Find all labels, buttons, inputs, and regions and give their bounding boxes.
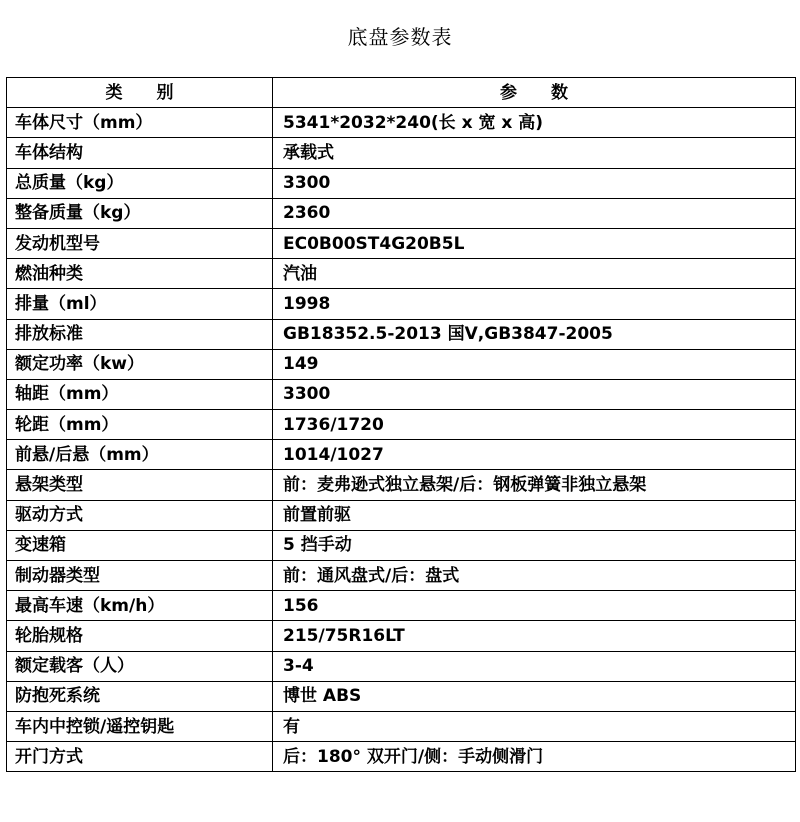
row-label: 前悬/后悬（mm） (7, 440, 273, 470)
row-value: 1014/1027 (273, 440, 796, 470)
row-value: 承载式 (273, 138, 796, 168)
row-label: 发动机型号 (7, 228, 273, 258)
table-row (7, 198, 796, 228)
row-value: 5 挡手动 (273, 530, 796, 560)
row-value: 前：通风盘式/后：盘式 (273, 561, 796, 591)
row-value: 1998 (273, 289, 796, 319)
table-row (7, 410, 796, 440)
table-row (7, 349, 796, 379)
table-row (7, 440, 796, 470)
row-value: 3300 (273, 168, 796, 198)
row-value: 前：麦弗逊式独立悬架/后：钢板弹簧非独立悬架 (273, 470, 796, 500)
table-row (7, 681, 796, 711)
row-value: 博世 ABS (273, 681, 796, 711)
row-value: 149 (273, 349, 796, 379)
row-value: 汽油 (273, 259, 796, 289)
row-value: 后：180° 双开门/侧：手动侧滑门 (273, 742, 796, 772)
row-label: 额定功率（kw） (7, 349, 273, 379)
table-row (7, 108, 796, 138)
column-header-category: 类 别 (7, 78, 273, 108)
row-label: 燃油种类 (7, 259, 273, 289)
table-row (7, 742, 796, 772)
table-row (7, 561, 796, 591)
table-row (7, 621, 796, 651)
row-value: 3300 (273, 379, 796, 409)
table-row (7, 228, 796, 258)
column-header-parameter: 参 数 (273, 78, 796, 108)
row-label: 整备质量（kg） (7, 198, 273, 228)
row-label: 轴距（mm） (7, 379, 273, 409)
row-label: 制动器类型 (7, 561, 273, 591)
row-label: 防抱死系统 (7, 681, 273, 711)
table-row (7, 259, 796, 289)
row-label: 轮胎规格 (7, 621, 273, 651)
row-label: 车内中控锁/遥控钥匙 (7, 711, 273, 741)
table-header-row (7, 78, 796, 108)
row-label: 轮距（mm） (7, 410, 273, 440)
row-label: 悬架类型 (7, 470, 273, 500)
table-row (7, 319, 796, 349)
table-row (7, 500, 796, 530)
table-row (7, 470, 796, 500)
table-row (7, 289, 796, 319)
row-value: 有 (273, 711, 796, 741)
row-value: 156 (273, 591, 796, 621)
table-row (7, 168, 796, 198)
row-label: 排放标准 (7, 319, 273, 349)
row-value: 前置前驱 (273, 500, 796, 530)
row-label: 变速箱 (7, 530, 273, 560)
table-row (7, 138, 796, 168)
row-value: 5341*2032*240(长 x 宽 x 高) (273, 108, 796, 138)
row-value: GB18352.5-2013 国Ⅴ,GB3847-2005 (273, 319, 796, 349)
row-label: 车体结构 (7, 138, 273, 168)
row-label: 开门方式 (7, 742, 273, 772)
row-value: 3-4 (273, 651, 796, 681)
row-value: 2360 (273, 198, 796, 228)
table-row (7, 379, 796, 409)
table-row (7, 651, 796, 681)
table-row (7, 530, 796, 560)
page-title: 底盘参数表 (347, 25, 453, 49)
row-label: 车体尺寸（mm） (7, 108, 273, 138)
table-row (7, 591, 796, 621)
row-label: 排量（ml） (7, 289, 273, 319)
row-value: 1736/1720 (273, 410, 796, 440)
row-value: 215/75R16LT (273, 621, 796, 651)
row-label: 总质量（kg） (7, 168, 273, 198)
spec-table (6, 77, 796, 772)
table-body (7, 108, 796, 772)
table-row (7, 711, 796, 741)
row-label: 最高车速（km/h） (7, 591, 273, 621)
row-label: 额定载客（人） (7, 651, 273, 681)
row-value: EC0B00ST4G20B5L (273, 228, 796, 258)
row-label: 驱动方式 (7, 500, 273, 530)
